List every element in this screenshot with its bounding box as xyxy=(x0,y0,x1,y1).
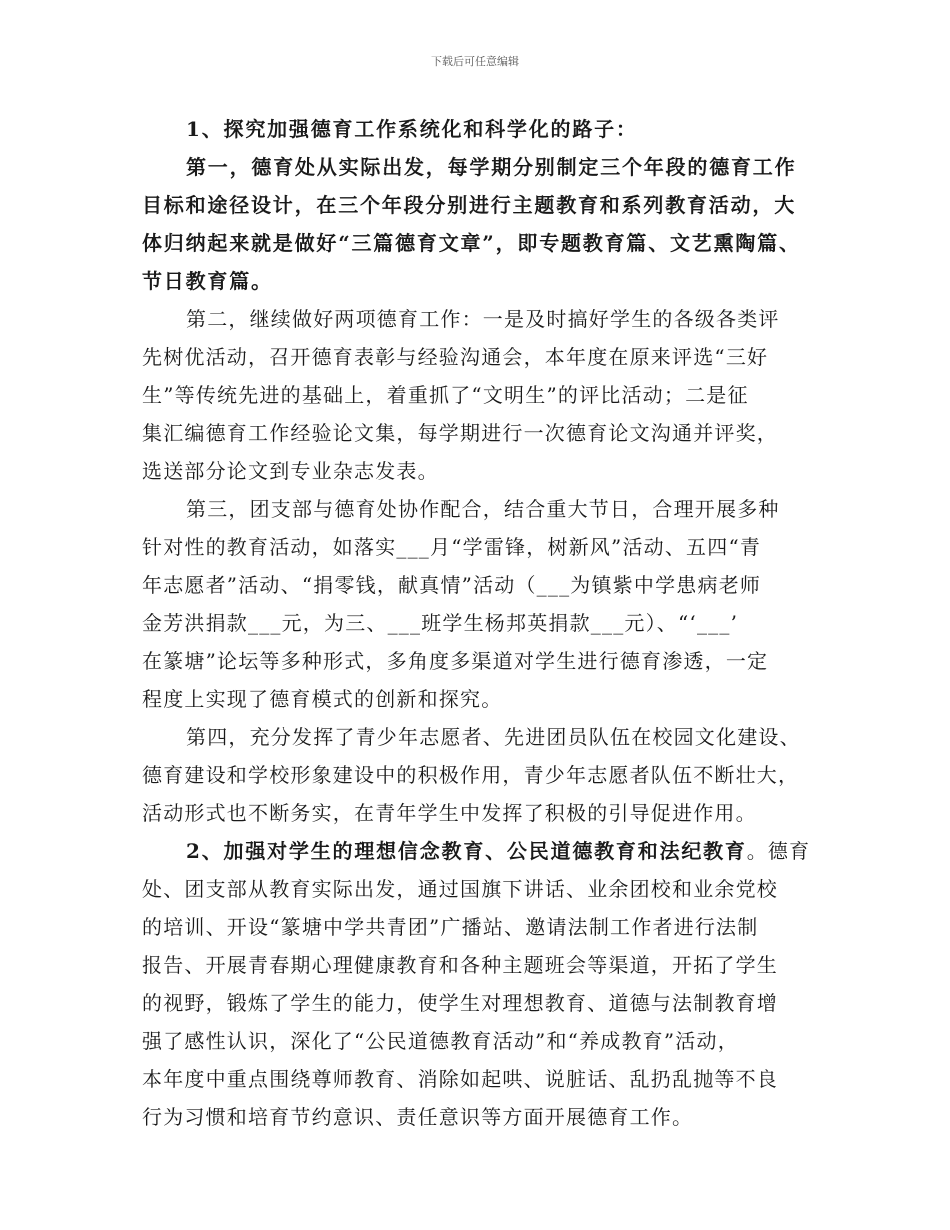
text-line: 程度上实现了德育模式的创新和探究。 xyxy=(142,687,503,711)
section2-heading: 2、加强对学生的理想信念教育、公民道德教育和法纪教育 xyxy=(186,839,747,863)
text-line: 在篆塘”论坛等多种形式，多角度多渠道对学生进行德育渗透，一定 xyxy=(142,649,769,673)
text-line: 处、团支部从教育实际出发，通过国旗下讲话、业余团校和业余党校 xyxy=(142,877,778,901)
page-header: 下载后可任意编辑 xyxy=(431,55,519,68)
text-line: 体归纳起来就是做好“三篇德育文章”，即专题教育篇、文艺熏陶篇、 xyxy=(142,231,801,255)
text-line: 的视野，锻炼了学生的能力，使学生对理想教育、道德与法制教育增 xyxy=(142,991,778,1015)
paragraph-5 xyxy=(142,832,822,1136)
text-line: 强了感性认识，深化了“公民道德教育活动”和“养成教育”活动， xyxy=(142,1029,739,1053)
section1-heading: 1、探究加强德育工作系统化和科学化的路子： xyxy=(186,117,638,141)
paragraph-2 xyxy=(142,300,822,490)
text-line: 第二，继续做好两项德育工作：一是及时搞好学生的各级各类评 xyxy=(186,307,780,331)
text-line: 针对性的教育活动，如落实___月“学雷锋，树新风”活动、五四“青 xyxy=(142,535,762,559)
text-line: 选送部分论文到专业杂志发表。 xyxy=(142,459,439,483)
text-line: 节日教育篇。 xyxy=(142,269,273,293)
section2-heading-tail: 。德育 xyxy=(746,839,811,863)
text-line: 德育建设和学校形象建设中的积极作用，青少年志愿者队伍不断壮大， xyxy=(142,763,800,787)
text-line xyxy=(142,832,822,870)
text-line: 第一，德育处从实际出发，每学期分别制定三个年段的德育工作 xyxy=(186,155,797,179)
text-line: 金芳洪捐款___元，为三、___班学生杨邦英捐款___元）、“‘___’ xyxy=(142,611,739,635)
paragraph-4 xyxy=(142,718,822,832)
text-line: 目标和途径设计，在三个年段分别进行主题教育和系列教育活动，大 xyxy=(142,193,796,217)
text-line: 活动形式也不断务实，在青年学生中发挥了积极的引导促进作用。 xyxy=(142,801,757,825)
text-line: 生”等传统先进的基础上，着重抓了“文明生”的评比活动；二是征 xyxy=(142,383,749,407)
text-line: 本年度中重点围绕尊师教育、消除如起哄、说脏话、乱扔乱抛等不良 xyxy=(142,1067,778,1091)
paragraph-1 xyxy=(142,148,822,300)
text-line: 行为习惯和培育节约意识、责任意识等方面开展德育工作。 xyxy=(142,1105,694,1129)
paragraph-3 xyxy=(142,490,822,718)
text-line: 报告、开展青春期心理健康教育和各种主题班会等渠道，开拓了学生 xyxy=(142,953,778,977)
text-line: 的培训、开设“篆塘中学共青团”广播站、邀请法制工作者进行法制 xyxy=(142,915,759,939)
text-line: 第三，团支部与德育处协作配合，结合重大节日，合理开展多种 xyxy=(186,497,780,521)
text-line: 年志愿者”活动、“捐零钱，献真情”活动（___为镇紫中学患病老师 xyxy=(142,573,762,597)
text-line: 先树优活动，召开德育表彰与经验沟通会，本年度在原来评选“三好 xyxy=(142,345,769,369)
text-line: 集汇编德育工作经验论文集，每学期进行一次德育论文沟通并评奖， xyxy=(142,421,778,445)
text-line: 第四，充分发挥了青少年志愿者、先进团员队伍在校园文化建设、 xyxy=(186,725,801,749)
document-body xyxy=(142,110,822,1136)
